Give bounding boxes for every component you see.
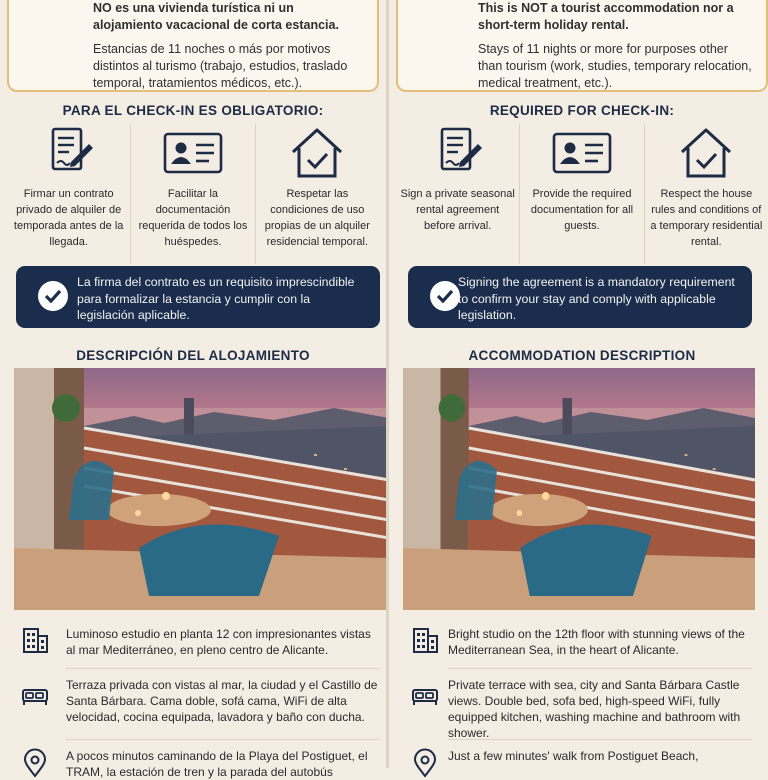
requirement-text: Respect the house rules and conditions of a temporary residential rental.: [650, 188, 763, 248]
banner-text: Signing the agreement is a mandatory requirement to confirm your stay and comply with applicable legislation.: [458, 275, 735, 322]
feature-location: [406, 740, 752, 780]
terrace-photo: [14, 368, 389, 610]
requirement-text: Facilitar la documentación requerida de todos los huéspedes.: [138, 188, 248, 248]
feature-text: Just a few minutes' walk from Postiguet Beach,: [448, 749, 699, 763]
checkin-title: REQUIRED FOR CHECK-IN:: [489, 103, 675, 118]
requirement-contract: [7, 124, 130, 264]
requirement-house-rules: [644, 124, 768, 264]
feature-terrace: [16, 669, 379, 739]
feature-location: [16, 740, 379, 780]
banner-text: La firma del contrato es un requisito imprescindible para formalizar la estancia y cumplir con la legislación aplicable.: [77, 275, 355, 322]
column-divider: [386, 0, 389, 768]
feature-text: Bright studio on the 12th floor with stunning views of the Mediterranean Sea, in the heart of Alicante.: [448, 627, 745, 657]
notice-lead: This is NOT a tourist accommodation nor a short-term holiday rental.: [478, 1, 734, 32]
features-list: [16, 616, 379, 780]
location-pin-icon: [20, 750, 50, 778]
requirement-documents: [130, 124, 254, 264]
feature-text: Luminoso estudio en planta 12 con impresionantes vistas al mar Mediterráneo, en pleno centro de Alicante.: [66, 627, 371, 657]
feature-studio: [406, 616, 752, 668]
building-icon: [20, 626, 50, 654]
contract-banner: [408, 266, 752, 328]
notice-detail: Estancias de 11 noches o más por motivos distintos al turismo (trabajo, estudios, traslado temporal, tratamientos médicos, etc.).: [93, 42, 348, 90]
check-circle-icon: [38, 281, 68, 311]
contract-sign-icon: [428, 126, 488, 180]
contract-sign-icon: [39, 126, 99, 180]
requirement-text: Respetar las condiciones de uso propias de un alquiler residencial temporal.: [264, 188, 370, 248]
bed-icon: [410, 681, 440, 709]
requirement-text: Sign a private seasonal rental agreement before arrival.: [400, 188, 515, 232]
requirement-contract: [396, 124, 519, 264]
requirements-row: [396, 124, 768, 264]
requirement-documents: [519, 124, 643, 264]
notice-box: [7, 0, 379, 92]
feature-text: Private terrace with sea, city and Santa Bárbara Castle views. Double bed, sofa bed, high-speed WiFi, fully equipped kitchen, washing machine and bathroom with shower.: [448, 678, 741, 740]
english-column: [396, 0, 768, 768]
description-title: ACCOMMODATION DESCRIPTION: [468, 348, 696, 363]
feature-studio: [16, 616, 379, 668]
requirement-text: Firmar un contrato privado de alquiler de temporada antes de la llegada.: [13, 188, 124, 248]
house-check-icon: [676, 126, 736, 180]
contract-banner: [16, 266, 380, 328]
terrace-photo: [403, 368, 755, 610]
notice-detail: Stays of 11 nights or more for purposes other than tourism (work, studies, temporary relocation, medical treatment, etc.).: [478, 42, 752, 90]
checkin-title: PARA EL CHECK-IN ES OBLIGATORIO:: [62, 103, 324, 118]
id-card-icon: [552, 126, 612, 180]
features-list: [406, 616, 752, 780]
spanish-column: [7, 0, 379, 779]
requirements-row: [7, 124, 379, 264]
requirement-house-rules: [255, 124, 379, 264]
feature-text: A pocos minutos caminando de la Playa del Postiguet, el TRAM, la estación de tren y la parada del autobús: [66, 749, 368, 779]
bed-icon: [20, 681, 50, 709]
notice-box: [396, 0, 768, 92]
id-card-icon: [163, 126, 223, 180]
notice-lead: NO es una vivienda turística ni un alojamiento vacacional de corta estancia.: [93, 1, 339, 32]
location-pin-icon: [410, 750, 440, 778]
description-title: DESCRIPCIÓN DEL ALOJAMIENTO: [76, 348, 310, 363]
feature-terrace: [406, 669, 752, 739]
requirement-text: Provide the required documentation for all guests.: [530, 188, 634, 232]
building-icon: [410, 626, 440, 654]
house-check-icon: [287, 126, 347, 180]
feature-text: Terraza privada con vistas al mar, la ciudad y el Castillo de Santa Bárbara. Cama doble, sofá cama, WiFi de alta velocidad, cocina equipada, lavadora y baño con ducha.: [66, 678, 378, 724]
check-circle-icon: [430, 281, 460, 311]
